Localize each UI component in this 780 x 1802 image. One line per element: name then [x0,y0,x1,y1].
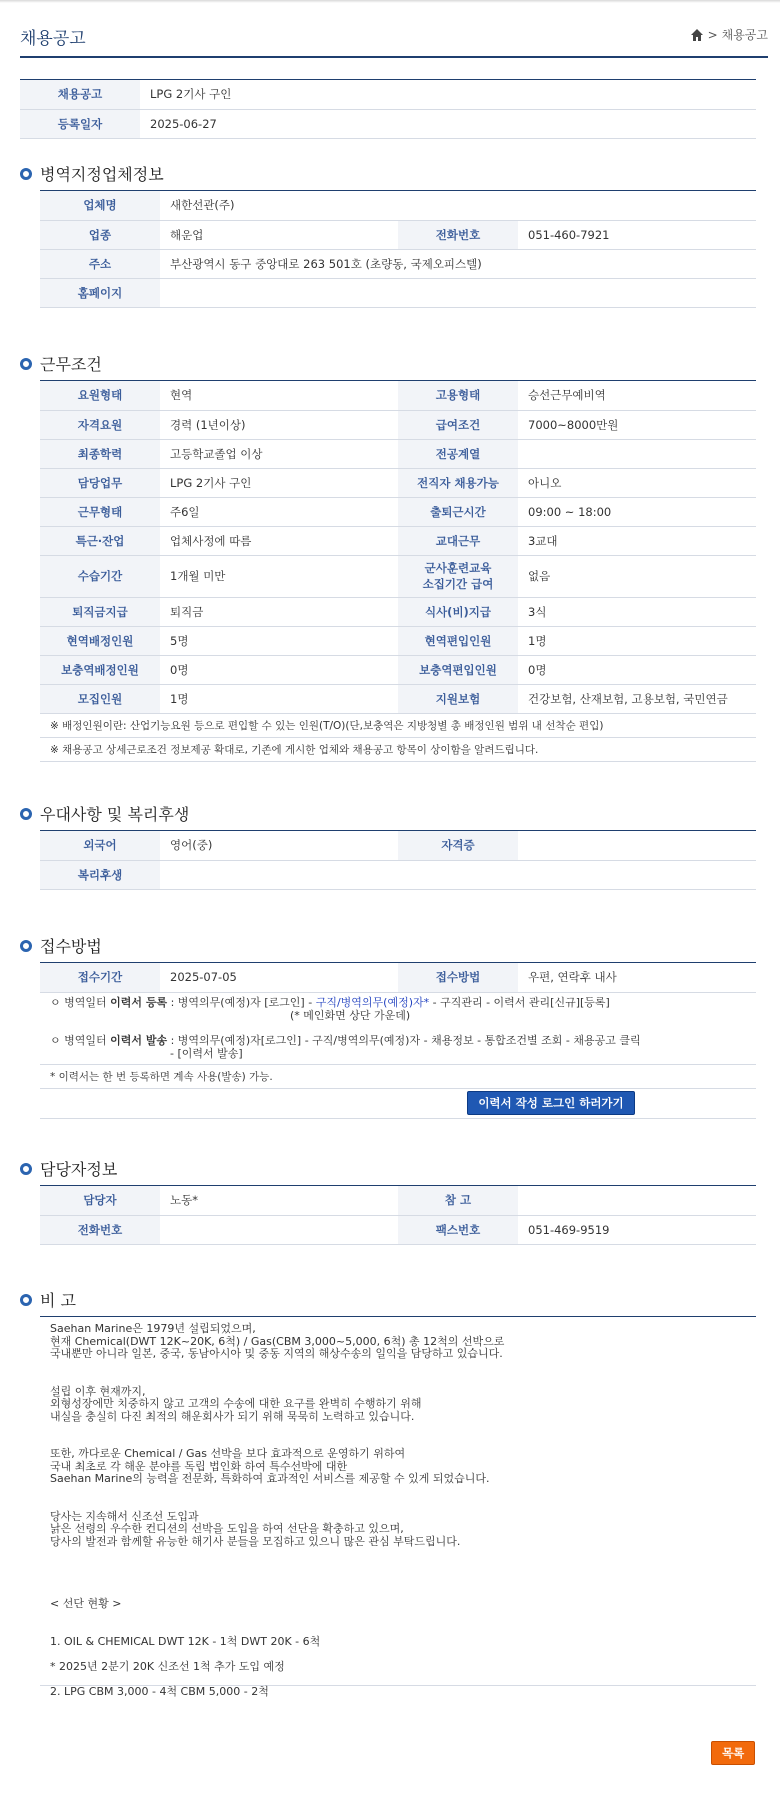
breadcrumb [690,26,768,43]
remark-line [50,1423,746,1436]
military-pay-label [398,555,518,597]
resume-send-instruction [40,1026,756,1064]
condition-value: 3교대 [518,526,756,555]
condition-value: 아니오 [518,468,756,497]
condition-label: 최종학력 [40,439,160,468]
period-value: 2025-07-05 [160,963,398,992]
remark-line [50,1586,746,1599]
welfare-value [160,860,756,889]
fax-value: 051-469-9519 [518,1215,756,1244]
contact-phone-value [160,1215,398,1244]
welfare-label: 복리후생 [40,860,160,889]
welfare-section-title [20,802,189,825]
notice-info-table [20,79,756,139]
remark-line [50,1561,746,1574]
remark-line [50,1486,746,1499]
contact-phone-label: 전화번호 [40,1215,160,1244]
condition-label: 고용형태 [398,381,518,410]
table-row [40,626,756,655]
instruction-prefix: ㅇ 병역일터 [50,995,111,1009]
table-row [40,597,756,626]
table-row [40,191,756,220]
bullet-icon [20,1294,32,1306]
table-row [20,80,756,109]
homepage-label: 홈페이지 [40,278,160,307]
table-row [20,109,756,138]
table-row [40,992,756,1064]
instruction-bold: 이력서 등록 [110,995,168,1009]
condition-label: 자격요원 [40,410,160,439]
breadcrumb-separator: > [707,27,718,42]
page-title: 채용공고 [20,29,86,49]
remark-line [50,1498,746,1511]
table-row [40,684,756,713]
method-value: 우편, 연락후 내사 [518,963,756,992]
condition-note: ※ 채용공고 상세근로조건 정보제공 확대로, 기존에 게시한 업체와 채용공고 항목이 상이함을 알려드립니다. [40,737,756,761]
bullet-icon [20,1163,32,1175]
remark-line [50,1623,746,1636]
person-label: 담당자 [40,1186,160,1215]
condition-value: 주6일 [160,497,398,526]
bullet-icon [20,358,32,370]
company-name-label: 업체명 [40,191,160,220]
condition-label: 퇴직금지급 [40,597,160,626]
condition-value: 1명 [518,626,756,655]
home-icon[interactable] [690,28,704,42]
person-value: 노동* [160,1186,398,1215]
table-row [40,381,756,410]
remark-line [50,1648,746,1661]
section-heading: 우대사항 및 복리후생 [40,805,190,824]
condition-label: 전직자 채용가능 [398,468,518,497]
condition-value: 09:00 ~ 18:00 [518,497,756,526]
table-row [40,1215,756,1244]
condition-label: 지원보험 [398,684,518,713]
address-label: 주소 [40,249,160,278]
conditions-table [40,380,756,762]
military-label-line: 군사훈련교육 [424,561,492,575]
resume-login-button[interactable]: 이력서 작성 로그인 하러가기 [467,1091,634,1115]
address-value: 부산광역시 동구 중앙대로 263 501호 (초량동, 국제오피스텔) [160,249,756,278]
condition-label: 현역배정인원 [40,626,160,655]
condition-value: 업체사정에 따름 [160,526,398,555]
remark-line: 낡은 선령의 우수한 컨디션의 선박을 도입을 하여 선단을 확충하고 있으며, [50,1522,404,1535]
remark-line: 당사는 지속해서 신조선 도입과 [50,1509,199,1523]
table-row [40,860,756,889]
remark-line [50,1673,746,1686]
condition-label: 요원형태 [40,381,160,410]
condition-value: 0명 [160,655,398,684]
remark-body [40,1316,756,1698]
table-row [40,963,756,992]
date-value: 2025-06-27 [140,109,756,138]
training-value: 1개월 미만 [160,555,398,597]
welfare-table [40,830,756,890]
condition-label: 식사(비)지급 [398,597,518,626]
remark-line: 외형성장에만 치중하지 않고 고객의 수송에 대한 요구를 완벽히 수행하기 위해 [50,1397,422,1410]
condition-label: 전공계열 [398,439,518,468]
condition-label: 교대근무 [398,526,518,555]
table-row [40,555,756,597]
apply-table [40,962,756,1119]
condition-label: 보충역편입인원 [398,655,518,684]
page-header [20,14,768,58]
military-label-line: 소집기간 급여 [422,577,494,591]
company-section-title [20,162,164,185]
remark-line: < 선단 현황 > [50,1597,122,1610]
condition-label: 급여조건 [398,410,518,439]
section-heading: 비 고 [40,1291,76,1310]
remark-line: 현재 Chemical(DWT 12K~20K, 6척) / Gas(CBM 3,000~5,000, 6척) 총 12척의 선박으로 [50,1334,505,1348]
remark-line: 당사의 발전과 함께할 유능한 해기사 분들을 모집하고 있으니 많은 관심 부탁드립니다. [50,1534,461,1548]
period-label: 접수기간 [40,963,160,992]
instruction-text: : 병역의무(예정)자 [로그인] - [167,995,316,1009]
table-row [40,737,756,761]
conditions-section-title [20,352,102,375]
condition-value: LPG 2기사 구인 [160,468,398,497]
remark-line: Saehan Marine은 1979년 설립되었으며, [50,1322,256,1335]
job-seeker-link[interactable]: 구직/병역의무(예정)자* [315,995,430,1009]
login-button-cell [40,1088,756,1118]
remark-line: 1. OIL & CHEMICAL DWT 12K - 1척 DWT 20K - 6척 [50,1634,321,1648]
apply-section-title [20,934,102,957]
phone-value: 051-460-7921 [518,220,756,249]
resume-note: * 이력서는 한 번 등록하면 계속 사용(발송) 가능. [40,1064,756,1088]
company-name-value: 새한선관(주) [160,191,756,220]
table-row [40,410,756,439]
condition-value: 퇴직금 [160,597,398,626]
language-value: 영어(중) [160,831,398,860]
company-table [40,190,756,308]
remark-line [50,1573,746,1586]
remark-line [50,1361,746,1374]
condition-value: 0명 [518,655,756,684]
remark-line [50,1373,746,1386]
certificate-value [518,831,756,860]
notice-value: LPG 2기사 구인 [140,80,756,109]
list-button[interactable]: 목록 [711,1741,755,1765]
instruction-subnote: (* 메인화면 상단 가운데) [290,1008,411,1022]
contact-section-title [20,1157,117,1180]
date-label: 등록일자 [20,109,140,138]
condition-label: 출퇴근시간 [398,497,518,526]
phone-label: 전화번호 [398,220,518,249]
remark-line: 내실을 충실히 다진 최적의 해운회사가 되기 위해 묵묵히 노력하고 있습니다. [50,1409,415,1423]
table-row [40,278,756,307]
resume-register-instruction [40,993,756,1026]
notice-label: 채용공고 [20,80,140,109]
condition-label: 담당업무 [40,468,160,497]
bullet-icon [20,940,32,952]
table-row [40,526,756,555]
table-row [40,249,756,278]
language-label: 외국어 [40,831,160,860]
condition-value: 현역 [160,381,398,410]
remark-line [50,1548,746,1561]
breadcrumb-current: 채용공고 [721,28,768,42]
reference-value [518,1186,756,1215]
condition-value: 건강보험, 산재보험, 고용보험, 국민연금 [518,684,756,713]
industry-label: 업종 [40,220,160,249]
table-row [40,831,756,860]
remark-line: 설립 이후 현재까지, [50,1384,146,1398]
section-heading: 병역지정업체정보 [40,165,164,184]
remark-line: 국내 최초로 각 해운 분야를 독립 법인화 하여 특수선박에 대한 [50,1459,348,1473]
assignment-note: ※ 배정인원이란: 산업기능요원 등으로 편입할 수 있는 인원(T/O)(단,보충역은 지방청별 총 배정인원 범위 내 선착순 편입) [40,713,756,737]
training-label: 수습기간 [40,555,160,597]
table-row [40,439,756,468]
condition-value: 1명 [160,684,398,713]
condition-value: 3식 [518,597,756,626]
remark-line: 또한, 까다로운 Chemical / Gas 선박을 보다 효과적으로 운영하기 위하여 [50,1447,406,1460]
instruction-bold: 이력서 발송 [110,1033,168,1047]
section-heading: 근무조건 [40,355,102,374]
bullet-icon [20,808,32,820]
apply-instructions [40,992,756,1064]
table-row [40,1088,756,1118]
bullet-icon [20,168,32,180]
condition-value: 승선근무예비역 [518,381,756,410]
table-row [40,713,756,737]
condition-label: 모집인원 [40,684,160,713]
remark-line: 국내뿐만 아니라 일본, 중국, 동남아시아 및 중동 지역의 해상수송의 일익을 담당하고 있습니다. [50,1347,503,1360]
top-shadow [0,0,780,3]
remark-section-title [20,1288,76,1311]
instruction-text: - 구직관리 - 이력서 관리[신규][등록] [429,995,610,1009]
method-label: 접수방법 [398,963,518,992]
table-row [40,1064,756,1088]
instruction-subnote: - [이력서 발송] [170,1046,243,1060]
industry-value: 해운업 [160,220,398,249]
condition-value [518,439,756,468]
table-row [40,468,756,497]
condition-value: 5명 [160,626,398,655]
remark-line: * 2025년 2분기 20K 신조선 1척 추가 도입 예정 [50,1659,285,1673]
condition-label: 특근·잔업 [40,526,160,555]
reference-label: 참 고 [398,1186,518,1215]
certificate-label: 자격증 [398,831,518,860]
condition-value: 고등학교졸업 이상 [160,439,398,468]
condition-value: 경력 (1년이상) [160,410,398,439]
condition-label: 근무형태 [40,497,160,526]
table-row [40,497,756,526]
section-heading: 접수방법 [40,937,102,956]
table-row [40,1186,756,1215]
instruction-prefix: ㅇ 병역일터 [50,1033,111,1047]
remark-line: 2. LPG CBM 3,000 - 4척 CBM 5,000 - 2척 [50,1684,269,1698]
condition-value: 7000~8000만원 [518,410,756,439]
table-row [40,220,756,249]
table-row [40,655,756,684]
condition-label: 현역편입인원 [398,626,518,655]
section-heading: 담당자정보 [40,1160,118,1179]
instruction-text: : 병역의무(예정)자[로그인] - 구직/병역의무(예정)자 - 채용정보 - 통합조건별 조회 - 채용공고 클릭 [167,1033,641,1047]
homepage-value[interactable] [160,278,756,307]
contact-table [40,1185,756,1245]
military-pay-value: 없음 [518,555,756,597]
remark-line [50,1611,746,1624]
fax-label: 팩스번호 [398,1215,518,1244]
remark-line: Saehan Marine의 능력을 전문화, 특화하여 효과적인 서비스를 제공할 수 있게 되었습니다. [50,1472,490,1485]
condition-label: 보충역배정인원 [40,655,160,684]
